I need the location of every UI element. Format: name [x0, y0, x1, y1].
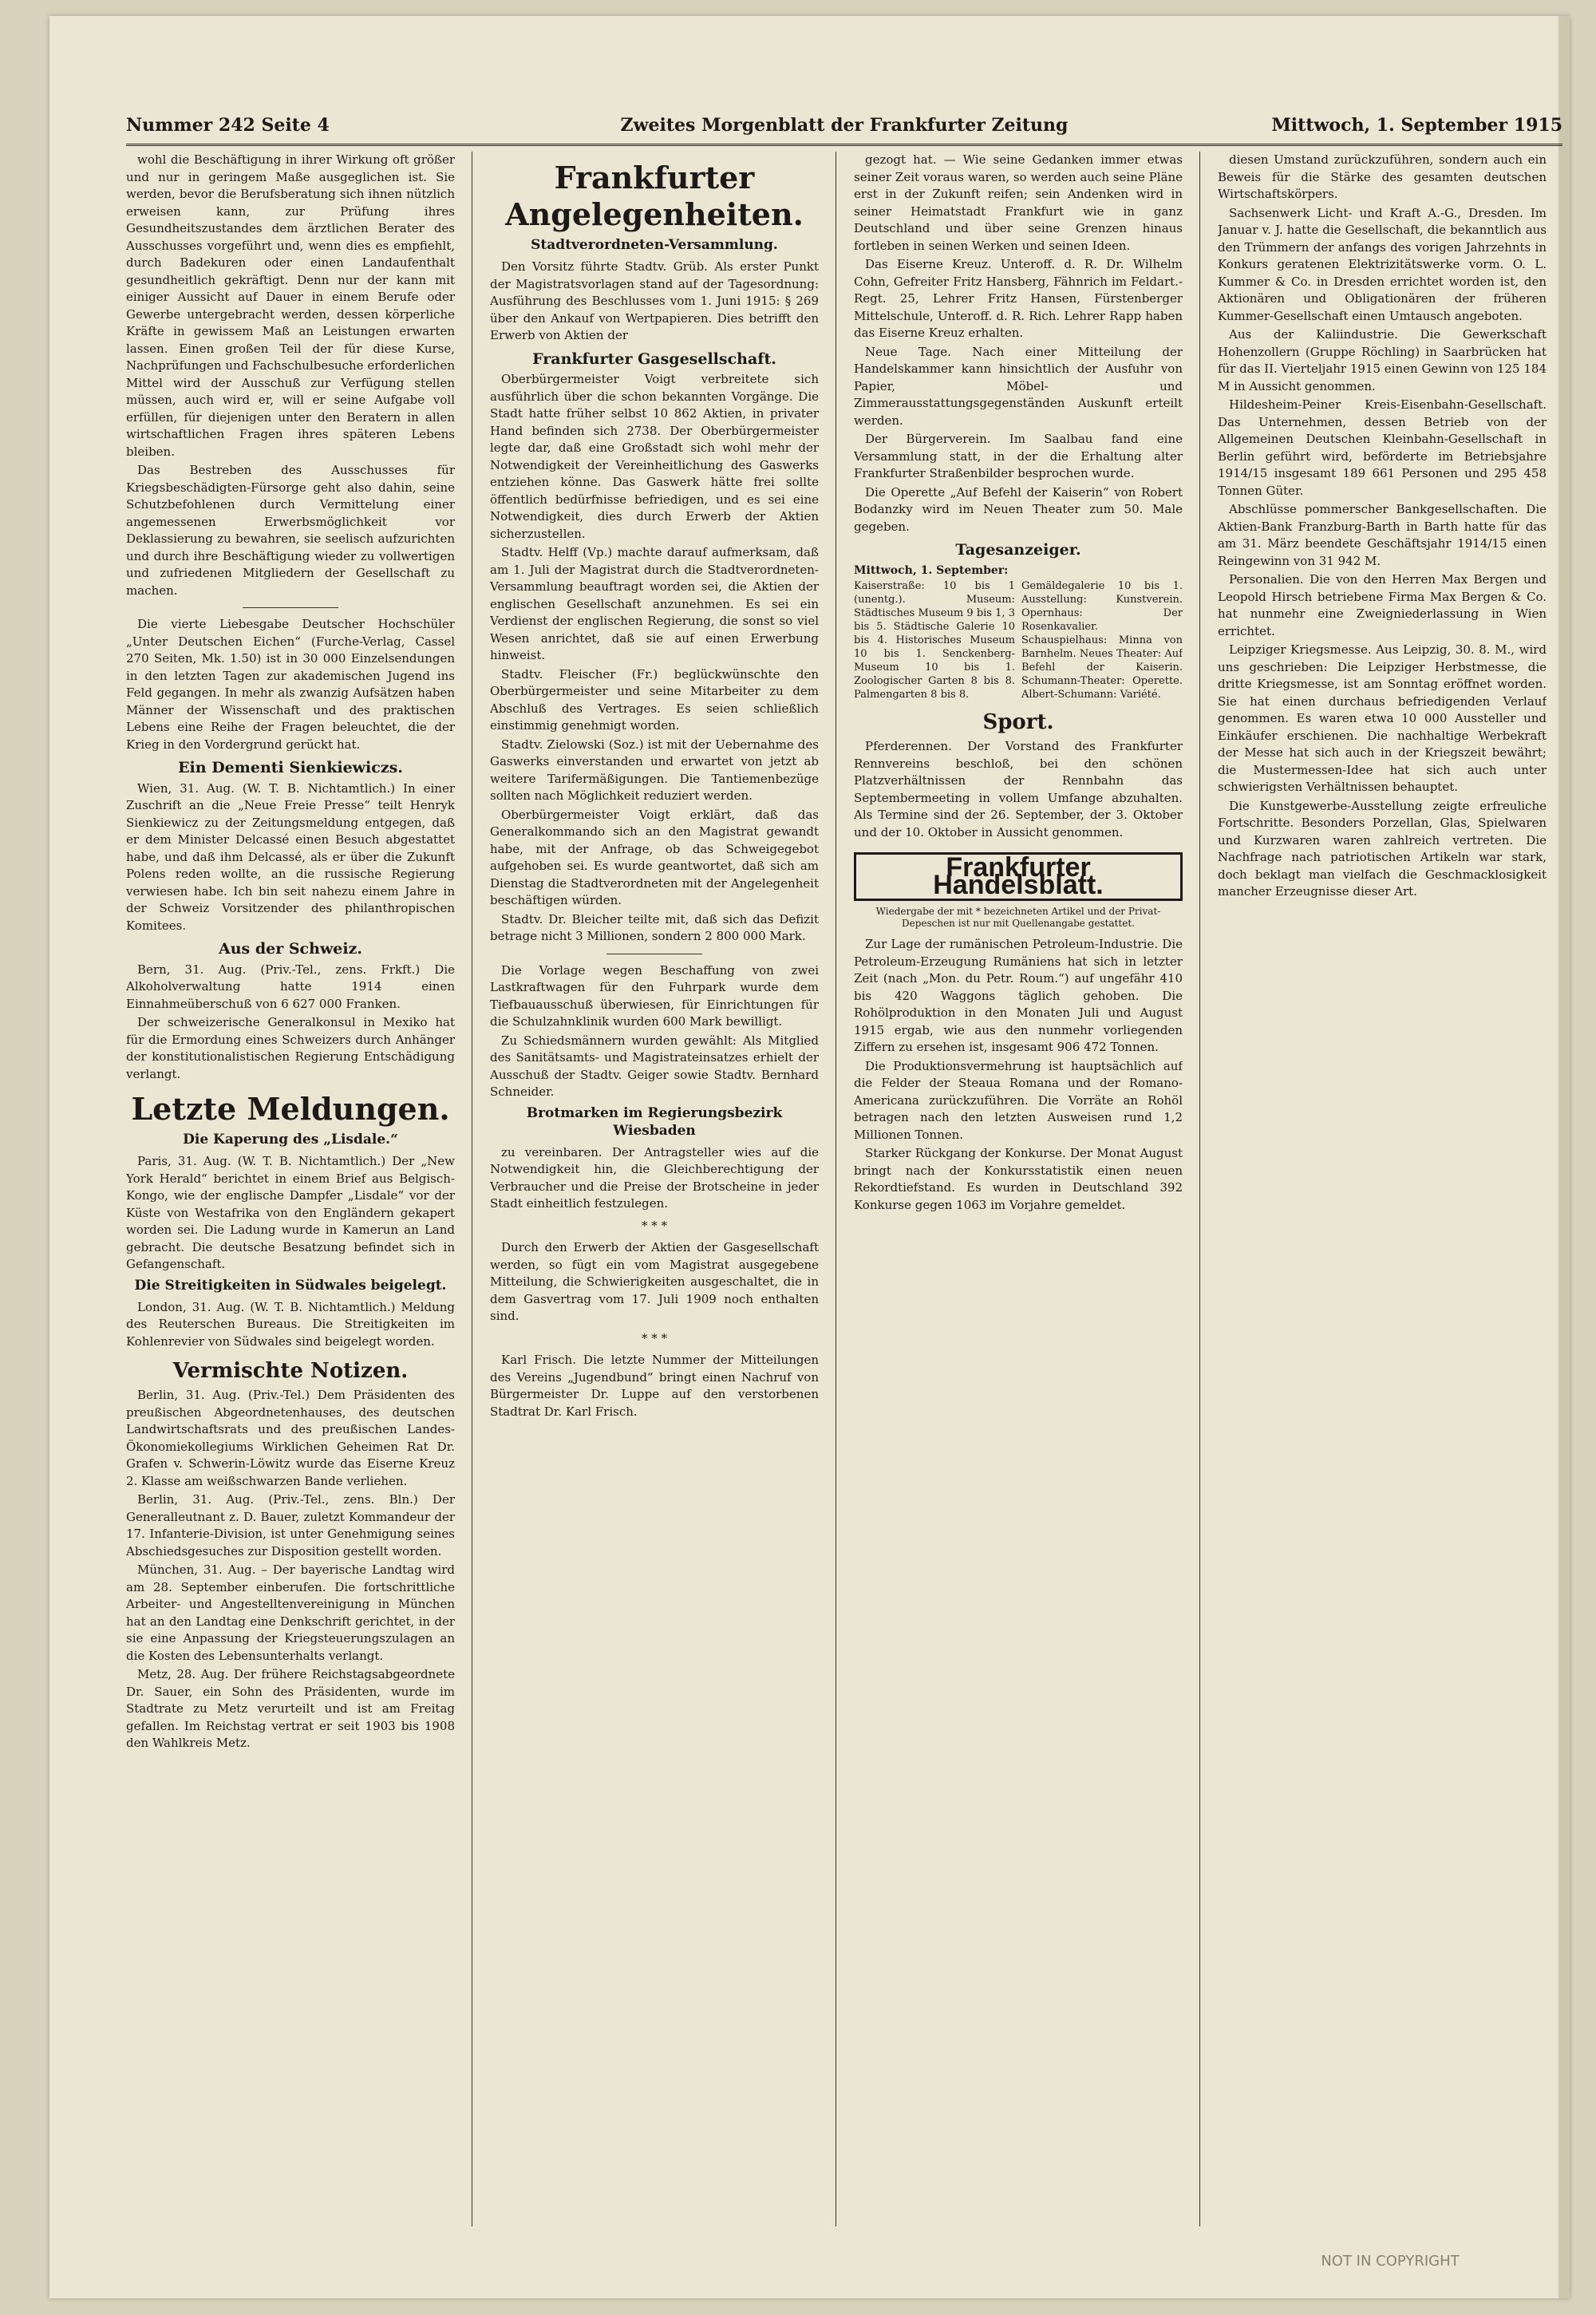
copyright-watermark — [1223, 2244, 1558, 2276]
listing-left: Kaiserstraße: 10 bis 1 (unentg.). Museum: Städtisches Museum 9 bis 1, 3 bis 5. Städtische Galerie 10 bis 4. Historisches Museum 10 bis 1. Senckenberg-Museum 10 bis 1. Zoologischer Garten 8 bis 8. Palmengarten 8 bis 8. — [854, 580, 1015, 701]
issue-date: Mittwoch, 1. September 1915 — [1271, 115, 1562, 136]
article-paragraph: wohl die Beschäftigung in ihrer Wirkung oft größer und nur in geringem Maße ausgeglichen ist. Sie werden, bevor die Berufsberatung sich ihnen nützlich erweisen kann, zur Prüfung ihres Gesundheitszustandes dem ärztlichen Berater des Ausschusses vorgeführt und, wenn dies es empfiehlt, durch Badekuren oder einen Landaufenthalt gesundheitlich gekräftigt. Denn nur der kann mit einiger Aussicht auf Dauer in einem Berufe oder Gewerbe untergebracht werden, dessen körperliche Kräfte in gewissem Maß an Leistungen erwarten lassen. Einen großen Teil der für diese Kurse, Nachprüfungen und Fachschulbesuche erforderlichen Mittel wird der Ausschuß zur Verfügung stellen müssen, auch wird er, will er seine Aufgabe voll erfüllen, für diejenigen unter den Beratern in allen wirtschaftlichen Fragen ihres späteren Lebens bleiben. — [126, 152, 455, 459]
article-paragraph: zu vereinbaren. Der Antragsteller wies auf die Notwendigkeit hin, die Gleichberechtigung der Verbraucher und die Preise der Brotscheine in jeder Stadt einheitlich festzulegen. — [490, 1144, 819, 1211]
article-paragraph: München, 31. Aug. – Der bayerische Landtag wird am 28. September einberufen. Die fortschrittliche Arbeiter- und Angestelltenvereinigung in München hat an den Landtag eine Denkschrift gerichtet, in der sie eine Anpassung der Kriegsteuerungszulagen an die Kosten des Lebensunterhalts verlangt. — [126, 1562, 455, 1663]
issue-number: Nummer 242 Seite 4 — [126, 115, 330, 136]
article-paragraph: Den Vorsitz führte Stadtv. Grüb. Als erster Punkt der Magistratsvorlagen stand auf der Tagesordnung: Ausführung des Beschlusses vom 1. Juni 1915: § 269 über den Ankauf von Wertpapieren. Dies betrifft den Erwerb von Aktien der — [490, 259, 819, 342]
headline: Die Kaperung des „Lisdale.“ — [183, 1132, 398, 1148]
article-paragraph: Wien, 31. Aug. (W. T. B. Nichtamtlich.) In einer Zuschrift an die „Neue Freie Presse“ teilt Henryk Sienkiewicz zu der Zeitungsmeldung entgegen, daß er dem Minister Delcassé einen Besuch abgestattet habe, und daß ihm Delcassé, als er über die Zukunft Polens reden wollte, an die russische Regierung verwiesen habe. Ich bin seit nahezu einem Jahre in der Schweiz Vorsitzender des philanthropischen Komitees. — [126, 780, 455, 933]
article-paragraph: Die Operette „Auf Befehl der Kaiserin“ von Robert Bodanzky wird im Neuen Theater zum 50. Male gegeben. — [854, 484, 1183, 534]
article-paragraph: Oberbürgermeister Voigt erklärt, daß das Generalkommando sich an den Magistrat gewandt habe, mit der Anfrage, ob das Schweigegebot aufgehoben sei. Es wurde geantwortet, daß sich am Dienstag die Stadtverordneten mit der Angelegenheit beschäftigen würden. — [490, 807, 819, 907]
article-paragraph: Starker Rückgang der Konkurse. Der Monat August bringt nach der Konkursstatistik einen neuen Rekordtiefstand. Es wurden in Deutschland 392 Konkurse gegen 1063 im Vorjahre gemeldet. — [854, 1146, 1183, 1212]
article-paragraph: Pferderennen. Der Vorstand des Frankfurter Rennvereins beschloß, bei den schönen Platzverhältnissen der Rennbahn das Septembermeeting in vollem Umfange abzuhalten. Als Termine sind der 26. September, der 3. Oktober und der 10. Oktober in Aussicht genommen. — [854, 739, 1183, 839]
tagesanzeiger-date: Mittwoch, 1. September: — [854, 563, 1009, 577]
article-paragraph: Metz, 28. Aug. Der frühere Reichstagsabgeordnete Dr. Sauer, ein Sohn des Präsidenten, wurde im Stadtrate zu Metz verurteilt und ist am Freitag gefallen. Im Reichstag vertrat er seit 1903 bis 1908 den Wahlkreis Metz. — [126, 1667, 455, 1750]
article-paragraph: Berlin, 31. Aug. (Priv.-Tel.) Dem Präsidenten des preußischen Abgeordnetenhauses, des deutschen Landwirtschaftsrats und des preußischen Landes-Ökonomiekollegiums Wirklichen Geheimen Rat Dr. Grafen v. Schwerin-Löwitz wurde das Eiserne Kreuz 2. Klasse am weißschwarzen Bande verliehen. — [126, 1388, 455, 1488]
headline: Tagesanzeiger. — [955, 541, 1081, 559]
column-1 — [126, 152, 455, 2226]
column-4 — [1218, 152, 1547, 2226]
article-paragraph: London, 31. Aug. (W. T. B. Nichtamtlich.) Meldung des Reuterschen Bureaus. Die Streitigkeiten im Kohlenrevier von Südwales sind beigelegt worden. — [126, 1299, 455, 1349]
article-paragraph: Karl Frisch. Die letzte Nummer der Mitteilungen des Vereins „Jugendbund“ bringt einen Nachruf von Bürgermeister Dr. Luppe auf den verstorbenen Stadtrat Dr. Karl Frisch. — [490, 1353, 819, 1419]
headline: Stadtverordneten-Versammlung. — [531, 237, 778, 253]
article-paragraph: Oberbürgermeister Voigt verbreitete sich ausführlich über die schon bekannten Vorgänge. Die Stadt hatte früher selbst 10 862 Aktien, in privater Hand befinden sich 2738. Der Oberbürgermeister legte dar, daß eine Großstadt sich wohl mehr der Notwendigkeit der Vereinheitlichung des Gaswerks entziehen könne. Das Gaswerk hätte frei sollte öffentlich bedürfnisse befriedigen, und es sei eine Notwendigkeit, dies durch Erwerb der Aktien sicherzustellen. — [490, 372, 819, 541]
article-paragraph: Abschlüsse pommerscher Bankgesellschaften. Die Aktien-Bank Franzburg-Barth in Barth hatte für das am 31. März beendete Geschäftsjahr 1914/15 einen Reingewinn von 31 942 M. — [1218, 502, 1547, 568]
newspaper-title: Zweites Morgenblatt der Frankfurter Zeitung — [620, 115, 1069, 136]
listing-right: Gemäldegalerie 10 bis 1. Ausstellung: Kunstverein. Opernhaus: Der Rosenkavalier. Schauspielhaus: Minna von Barnhelm. Neues Theater: Auf Befehl der Kaiserin. Schumann-Theater: Operette. Albert-Schumann: Variété. — [1021, 580, 1183, 701]
divider-stars: * * * — [641, 1218, 668, 1233]
article-paragraph: Hildesheim-Peiner Kreis-Eisenbahn-Gesellschaft. Das Unternehmen, dessen Betrieb von der Allgemeinen Deutschen Kleinbahn-Gesellschaft in Berlin geführt wird, beförderte im Betriebsjahre 1914/15 insgesamt 189 661 Personen und 295 458 Tonnen Güter. — [1218, 397, 1547, 498]
article-paragraph: Leipziger Kriegsmesse. Aus Leipzig, 30. 8. M., wird uns geschrieben: Die Leipziger Herbstmesse, die dritte Kriegsmesse, ist am Sonntag eröffnet worden. Sie hat einen durchaus befriedigenden Verlauf genommen. Es waren etwa 10 000 Aussteller und Einkäufer erschienen. Die nachhaltige Werbekraft der Messe hat sich auch in der Kriegszeit bewährt; die Mustermessen-Idee hat sich auch unter schwierigsten Verhältnissen behauptet. — [1218, 642, 1547, 794]
column-rule — [1199, 152, 1200, 2226]
headline: Frankfurter Gasgesellschaft. — [532, 350, 776, 368]
headline: Brotmarken im Regierungsbezirk Wiesbaden — [526, 1104, 783, 1139]
article-paragraph: gezogt hat. — Wie seine Gedanken immer etwas seiner Zeit voraus waren, so werden auch seine Pläne erst in der Zukunft reifen; sein Andenken wird in seiner Heimatstadt Frankfurt wie in ganz Deutschland und über seine Grenzen hinaus fortleben in seinen Werken und seinen Ideen. — [854, 152, 1183, 253]
article-paragraph: Zur Lage der rumänischen Petroleum-Industrie. Die Petroleum-Erzeugung Rumäniens hat sich in letzter Zeit (nach „Mon. du Petr. Roum.“) auf ungefähr 410 bis 420 Waggons täglich gehoben. Die Rohölproduktion in den Monaten Juli und August 1915 ergab, wie aus den nunmehr vorliegenden Ziffern zu ersehen ist, insgesamt 906 472 Tonnen. — [854, 937, 1183, 1054]
article-paragraph: Stadtv. Fleischer (Fr.) beglückwünschte den Oberbürgermeister und seine Mitarbeiter zu dem Abschluß des Vertrages. Es seien schließlich einstimmig genehmigt worden. — [490, 666, 819, 733]
newspaper-page — [49, 16, 1570, 2298]
article-paragraph: Die Vorlage wegen Beschaffung von zwei Lastkraftwagen für den Fuhrpark wurde dem Tiefbauausschuß überwiesen, für Einrichtungen für die Schulzahnklinik wurden 600 Mark bewilligt. — [490, 962, 819, 1029]
section-headline: Vermischte Notizen. — [172, 1359, 409, 1383]
section-headline: Sport. — [982, 710, 1054, 734]
headline: Die Streitigkeiten in Südwales beigelegt. — [134, 1277, 447, 1294]
article-paragraph: Die vierte Liebesgabe Deutscher Hochschüler „Unter Deutschen Eichen“ (Furche-Verlag, Cassel 270 Seiten, Mk. 1.50) ist in 30 000 Einzelsendungen in den letzten Tagen zur akademischen Jugend ins Feld gegangen. In mehr als zwanzig Aufsätzen haben Männer der Wissenschaft und des praktischen Lebens eine Reihe der Fragen beleuchtet, die der Krieg in den Vordergrund gerückt hat. — [126, 617, 455, 752]
article-paragraph: Die Produktionsvermehrung ist hauptsächlich auf die Felder der Steaua Romana und der Romano-Americana zurückzuführen. Die Vorräte an Rohöl betragen nach den letzten Ausweisen rund 1,2 Millionen Tonnen. — [854, 1058, 1183, 1142]
watermark-text: NOT IN COPYRIGHT — [1321, 2253, 1460, 2270]
article-paragraph: Neue Tage. Nach einer Mitteilung der Handelskammer kann hinsichtlich der Ausfuhr von Papier, Möbel- und Zimmerausstattungsgegenständen Auskunft erteilt werden. — [854, 344, 1183, 428]
article-paragraph: Sachsenwerk Licht- und Kraft A.-G., Dresden. Im Januar v. J. hatte die Gesellschaft, die bekanntlich aus den Trümmern der anfangs des vorigen Jahrzehnts in Konkurs geratenen Elektrizitätswerke vorm. O. L. Kummer & Co. in Dresden errichtet worden ist, den Aktionären und Obligationären der früheren Kummer-Gesellschaft einen Umtausch angeboten. — [1218, 205, 1547, 323]
article-paragraph: Das Bestreben des Ausschusses für Kriegsbeschädigten-Fürsorge geht also dahin, seine Schutzbefohlenen durch Vermittelung einer angemessenen Erwerbsmöglichkeit vor Deklassierung zu bewahren, sie seelisch aufzurichten und durch ihre Beschäftigung wieder zu vollwertigen und zufriedenen Mitgliedern der Gesellschaft zu machen. — [126, 463, 455, 598]
article-paragraph: Die Kunstgewerbe-Ausstellung zeigte erfreuliche Fortschritte. Besonders Porzellan, Glas, Spielwaren und Kurzwaren waren zahlreich vertreten. Die Nachfrage nach patriotischen Artikeln war stark, doch beklagt man vielfach die Geschmacklosigkeit mancher Erzeugnisse dieser Art. — [1218, 798, 1547, 899]
page-edge — [1558, 16, 1570, 2298]
article-paragraph: Zu Schiedsmännern wurden gewählt: Als Mitglied des Sanitätsamts- und Magistrateinsatzes erhielt der Ausschuß der Stadtv. Geiger sowie Stadtv. Bernhard Schneider. — [490, 1033, 819, 1099]
article-paragraph: Paris, 31. Aug. (W. T. B. Nichtamtlich.) Der „New York Herald“ berichtet in einem Brief aus Belgisch-Kongo, wie der englische Dampfer „Lisdale“ vor der Küste von Westafrika von den Engländern gekapert worden sei. Die Ladung wurde in Kamerun an Land gebracht. Die deutsche Besatzung befindet sich in Gefangenschaft. — [126, 1154, 455, 1271]
section-headline: Letzte Meldungen. — [131, 1091, 450, 1127]
column-3 — [854, 152, 1183, 2226]
headline: Aus der Schweiz. — [218, 940, 363, 958]
page-header — [126, 109, 1562, 146]
column-2 — [490, 152, 819, 2226]
article-paragraph: diesen Umstand zurückzuführen, sondern auch ein Beweis für die Stärke des gesamten deutschen Wirtschaftskörpers. — [1218, 152, 1547, 201]
headline: Ein Dementi Sienkiewiczs. — [178, 759, 403, 776]
article-paragraph: Stadtv. Helff (Vp.) machte darauf aufmerksam, daß am 1. Juli der Magistrat durch die Stadtverordneten-Versammlung beauftragt worden sei, die Aktien der englischen Gesellschaft anzunehmen. Es sei ein Verdienst der englischen Regierung, die sonst so viel Wesen anrichtet, daß sie auf einen Erwerbung hinweist. — [490, 545, 819, 662]
article-paragraph: Das Eiserne Kreuz. Unteroff. d. R. Dr. Wilhelm Cohn, Gefreiter Fritz Hansberg, Fähnrich im Feldart.-Regt. 25, Lehrer Fritz Hansen, Fürstenberger Mittelschule, Unteroff. d. R. Rich. Lehrer Rapp haben das Eiserne Kreuz erhalten. — [854, 257, 1183, 340]
article-paragraph: Bern, 31. Aug. (Priv.-Tel., zens. Frkft.) Die Alkoholverwaltung hatte 1914 einen Einnahmeüberschuß von 6 627 000 Franken. — [126, 962, 455, 1011]
article-paragraph: Stadtv. Zielowski (Soz.) ist mit der Uebernahme des Gaswerks einverstanden und erwartet von jetzt ab weitere Tarifermäßigungen. Die Tantiemenbezüge sollten nach Möglichkeit reduziert werden. — [490, 737, 819, 803]
reprint-note: Wiedergabe der mit * bezeichneten Artikel und der Privat-Depeschen ist nur mit Quellenangabe gestattet. — [875, 906, 1161, 929]
handelsblatt-title: Frankfurter Handelsblatt. — [854, 852, 1183, 901]
section-headline: Frankfurter Angelegenheiten. — [505, 160, 804, 232]
article-paragraph: Stadtv. Dr. Bleicher teilte mit, daß sich das Defizit betrage nicht 3 Millionen, sondern 2 800 000 Mark. — [490, 911, 819, 943]
article-paragraph: Personalien. Die von den Herren Max Bergen und Leopold Hirsch betriebene Firma Max Bergen & Co. hat nunmehr eine Zweigniederlassung in Wien errichtet. — [1218, 572, 1547, 638]
article-paragraph: Durch den Erwerb der Aktien der Gasgesellschaft werden, so fügt ein vom Magistrat ausgegebene Mitteilung, die Schwierigkeiten ausgeschaltet, die in dem Gasvertrag vom 17. Juli 1909 noch enthalten sind. — [490, 1240, 819, 1323]
article-paragraph: Der schweizerische Generalkonsul in Mexiko hat für die Ermordung eines Schweizers durch Anhänger der konstitutionalistischen Regierung Entschädigung verlangt. — [126, 1015, 455, 1081]
article-paragraph: Aus der Kaliindustrie. Die Gewerkschaft Hohenzollern (Gruppe Röchling) in Saarbrücken hat für das II. Vierteljahr 1915 einen Gewinn von 125 184 M in Aussicht genommen. — [1218, 327, 1547, 393]
tagesanzeiger-listing — [854, 579, 1183, 701]
divider-stars: * * * — [641, 1330, 668, 1345]
section-divider — [243, 607, 338, 608]
article-paragraph: Berlin, 31. Aug. (Priv.-Tel., zens. Bln.) Der Generalleutnant z. D. Bauer, zuletzt Kommandeur der 17. Infanterie-Division, ist unter Genehmigung seines Abschiedsgesuches zur Disposition gestellt worden. — [126, 1492, 455, 1558]
article-paragraph: Der Bürgerverein. Im Saalbau fand eine Versammlung statt, in der die Erhaltung alter Frankfurter Straßenbilder besprochen wurde. — [854, 432, 1183, 480]
